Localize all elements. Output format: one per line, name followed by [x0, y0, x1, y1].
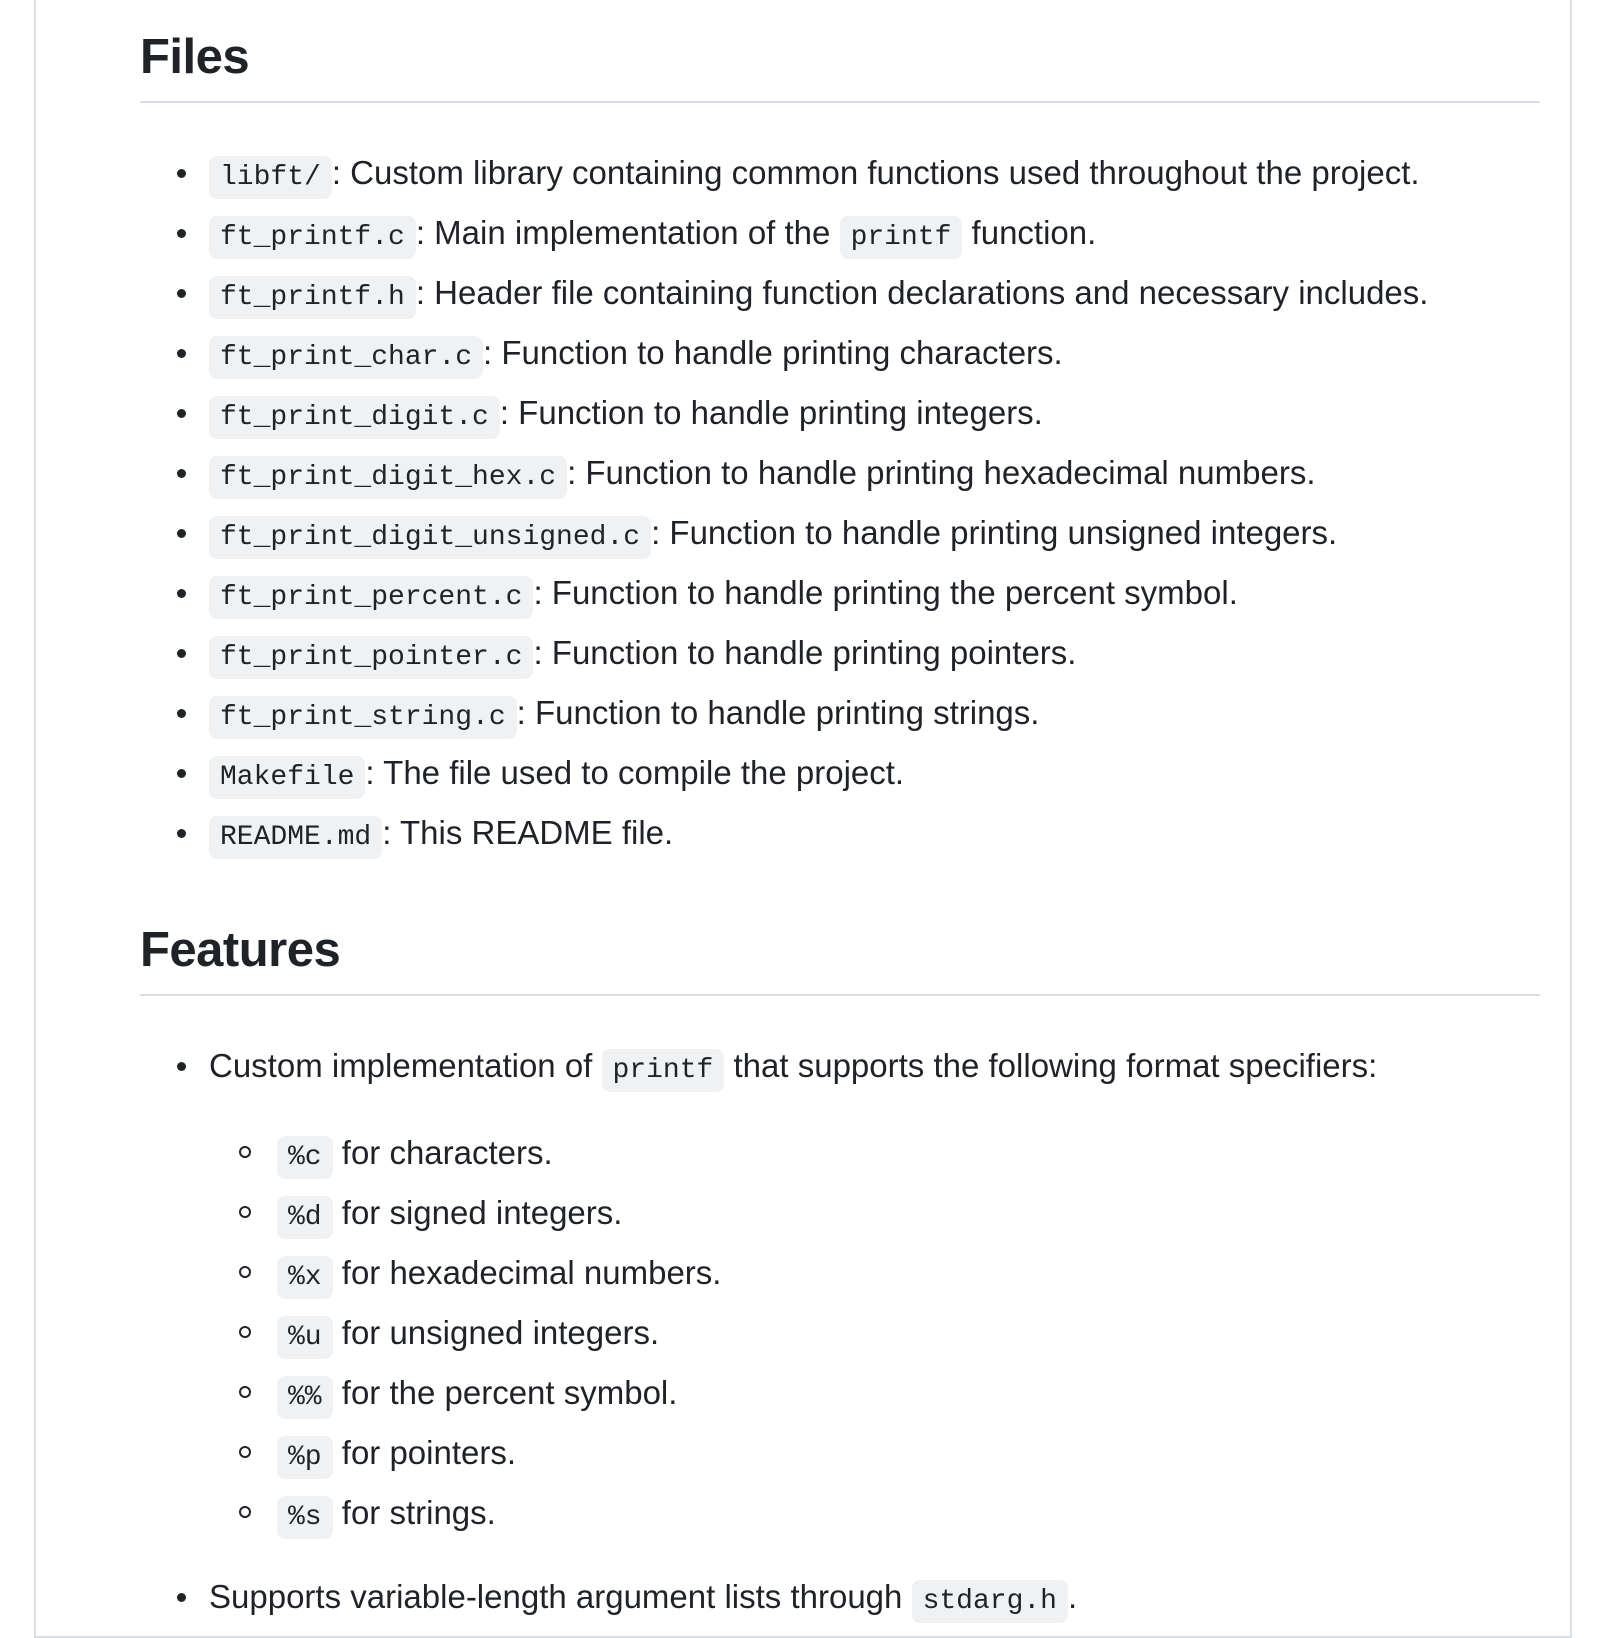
feature-item [209, 1567, 1540, 1627]
specifier-item [277, 1123, 1540, 1183]
file-description: : Function to handle printing hexadecimal numbers. [567, 453, 1316, 491]
feature-text: Custom implementation of [209, 1046, 602, 1084]
feature-text-tail: . [1067, 1577, 1078, 1615]
file-description: : Custom library containing common functions used throughout the project. [331, 153, 1420, 191]
file-name-code: README.md [209, 816, 382, 859]
file-description: : Function to handle printing unsigned integers. [651, 513, 1338, 551]
feature-text: Supports variable-length argument lists through [209, 1577, 912, 1615]
file-name-code: ft_print_string.c [209, 696, 517, 739]
file-item [209, 443, 1540, 503]
file-description: : Function to handle printing strings. [516, 693, 1040, 731]
specifier-description: for strings. [332, 1493, 496, 1531]
specifier-item [277, 1423, 1540, 1483]
file-description: : The file used to compile the project. [365, 753, 905, 791]
file-item [209, 683, 1540, 743]
file-item [209, 623, 1540, 683]
file-name-code: ft_print_pointer.c [209, 636, 533, 679]
readme-content [140, 0, 1540, 1627]
specifier-description: for unsigned integers. [332, 1313, 660, 1351]
file-description: : Function to handle printing characters. [483, 333, 1063, 371]
specifier-code: %x [277, 1256, 333, 1299]
file-item [209, 263, 1540, 323]
specifier-description: for the percent symbol. [332, 1373, 678, 1411]
file-item [209, 743, 1540, 803]
specifier-item [277, 1183, 1540, 1243]
specifier-code: %d [277, 1196, 333, 1239]
features-heading: Features [140, 921, 1540, 996]
specifier-code: %% [277, 1376, 333, 1419]
file-description: : Header file containing function declarations and necessary includes. [415, 273, 1429, 311]
specifier-description: for hexadecimal numbers. [332, 1253, 722, 1291]
file-description-tail: function. [962, 213, 1097, 251]
file-item [209, 803, 1540, 863]
feature-text-tail: that supports the following format specifiers: [724, 1046, 1378, 1084]
specifier-item [277, 1303, 1540, 1363]
files-list [140, 143, 1540, 863]
format-specifier-list [209, 1123, 1540, 1543]
file-item [209, 143, 1540, 203]
specifier-item [277, 1483, 1540, 1543]
files-heading: Files [140, 28, 1540, 103]
specifier-code: %p [277, 1436, 333, 1479]
specifier-description: for signed integers. [332, 1193, 623, 1231]
file-name-code: ft_print_percent.c [209, 576, 533, 619]
specifier-item [277, 1243, 1540, 1303]
file-item [209, 563, 1540, 623]
file-name-code: ft_print_digit_hex.c [209, 456, 567, 499]
file-name-code: Makefile [209, 756, 365, 799]
file-description: : Function to handle printing pointers. [533, 633, 1077, 671]
specifier-description: for pointers. [332, 1433, 517, 1471]
file-name-code: ft_print_char.c [209, 336, 483, 379]
feature-item [209, 1036, 1540, 1543]
file-item [209, 323, 1540, 383]
file-description: : This README file. [382, 813, 674, 851]
file-name-code: ft_print_digit_unsigned.c [209, 516, 651, 559]
specifier-code: %c [277, 1136, 333, 1179]
file-item [209, 503, 1540, 563]
inline-code: printf [840, 216, 963, 259]
specifier-code: %s [277, 1496, 333, 1539]
inline-code: stdarg.h [912, 1580, 1068, 1623]
specifier-description: for characters. [332, 1133, 553, 1171]
file-description: : Function to handle printing integers. [499, 393, 1043, 431]
readme-container [34, 0, 1572, 1638]
file-name-code: ft_printf.h [209, 276, 416, 319]
file-name-code: ft_printf.c [209, 216, 416, 259]
file-name-code: libft/ [209, 156, 332, 199]
file-description: : Function to handle printing the percent symbol. [533, 573, 1238, 611]
file-item [209, 383, 1540, 443]
file-name-code: ft_print_digit.c [209, 396, 500, 439]
features-list [140, 1036, 1540, 1627]
inline-code: printf [602, 1049, 725, 1092]
specifier-item [277, 1363, 1540, 1423]
file-description: : Main implementation of the [415, 213, 840, 251]
file-item [209, 203, 1540, 263]
specifier-code: %u [277, 1316, 333, 1359]
